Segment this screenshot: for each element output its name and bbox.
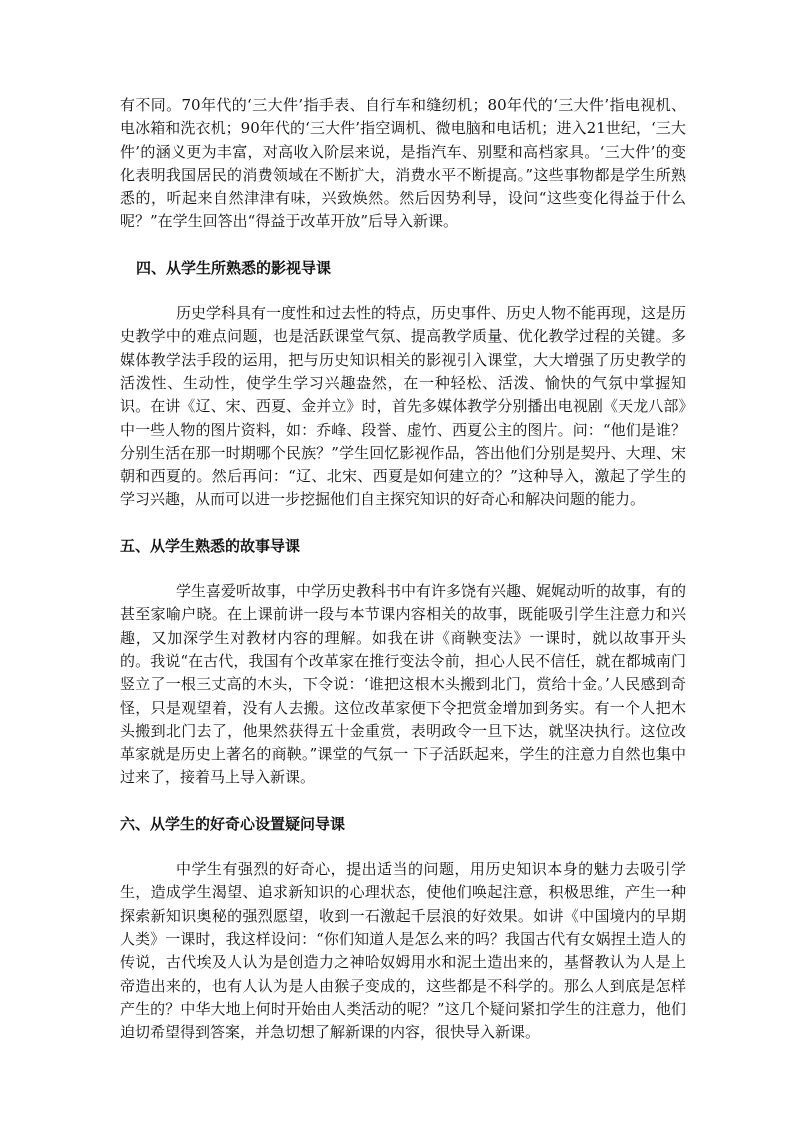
body-paragraph: 中学生有强烈的好奇心，提出适当的问题，用历史知识本身的魅力去吸引学生，造成学生渴望、追求新知识的心理状态，使他们唤起注意，积极思维，产生一种探索新知识奥秘的强烈愿望，收到一石激起千层浪的好效果。如讲《中国境内的早期人类》一课时，我这样设问：“你们知道人是怎么来的吗？我国古代有女娲捏土造人的传说，古代埃及人认为是创造力之神哈奴姆用水和泥土造出来的，基督教认为人是上帝造出来的，也有人认为是人由猴子变成的，这些都是不科学的。那么人到底是怎样产生的？中华大地上何时开始由人类活动的呢？”这几个疑问紧扣学生的注意力，他们迫切希望得到答案，并急切想了解新课的内容，很快导入新课。 — [120, 860, 686, 1042]
body-paragraph: 有不同。70年代的‘三大件’指手表、自行车和缝纫机；80年代的‘三大件’指电视机、电冰箱和洗衣机；90年代的‘三大件’指空调机、微电脑和电话机；进入21世纪，‘三大件’的涵义更为丰富，对高收入阶层来说，是指汽车、别墅和高档家具。‘三大件’的变化表明我国居民的消费领域在不断扩大，消费水平不断提高。”这些事物都是学生所熟悉的，听起来自然津津有味，兴致焕然。然后因势利导，设问“这些变化得益于什么呢？”在学生回答出“得益于改革开放”后导入新课。 — [120, 96, 686, 231]
spacer — [120, 558, 686, 580]
body-paragraph: 学生喜爱听故事，中学历史教科书中有许多饶有兴趣、娓娓动听的故事，有的甚至家喻户晓。在上课前讲一段与本节课内容相关的故事，既能吸引学生注意力和兴趣，又加深学生对教材内容的理解。如我在讲《商鞅变法》一课时，就以故事开头的。我说“在古代，我国有个改革家在推行变法令前，担心人民不信任，就在都城南门竖立了一根三丈高的木头，下令说：‘谁把这根木头搬到北门，赏给十金。’人民感到奇怪，只是观望着，没有人去搬。这位改革家便下令把赏金增加到务实。有一个人把木头搬到北门去了，他果然获得五十金重赏，表明政令一旦下达，就坚决执行。这位改革家就是历史上著名的商鞅。”课堂的气氛一 下子活跃起来，学生的注意力自然也集中过来了，接着马上导入新课。 — [120, 582, 687, 787]
section-heading: 四、从学生所熟悉的影视导课 — [136, 258, 332, 277]
document-page — [120, 94, 686, 1044]
spacer — [120, 280, 686, 302]
section-heading: 六、从学生的好奇心设置疑问导课 — [120, 814, 346, 833]
spacer — [120, 836, 686, 858]
spacer — [120, 790, 686, 813]
body-paragraph: 历史学科具有一度性和过去性的特点，历史事件、历史人物不能再现，这是历史教学中的难点问题，也是活跃课堂气氛、提高教学质量、优化教学过程的关键。多媒体教学法手段的运用，把与历史知识相关的影视引入课堂，大大增强了历史教学的活泼性、生动性，使学生学习兴趣盎然，在一种轻松、活泼、愉快的气氛中掌握知识。在讲《辽、宋、西夏、金并立》时，首先多媒体教学分别播出电视剧《天龙八部》中一些人物的图片资料，如：乔峰、段誉、虚竹、西夏公主的图片。问：“他们是谁？分别生活在那一时期哪个民族？”学生回忆影视作品，答出他们分别是契丹、大理、宋朝和西夏的。然后再问：“辽、北宋、西夏是如何建立的？”这种导入，激起了学生的学习兴趣，从而可以进一步挖掘他们自主探究知识的好奇心和解决问题的能力。 — [120, 304, 687, 509]
spacer — [120, 512, 686, 535]
spacer — [120, 234, 686, 257]
section-heading: 五、从学生熟悉的故事导课 — [120, 536, 301, 555]
